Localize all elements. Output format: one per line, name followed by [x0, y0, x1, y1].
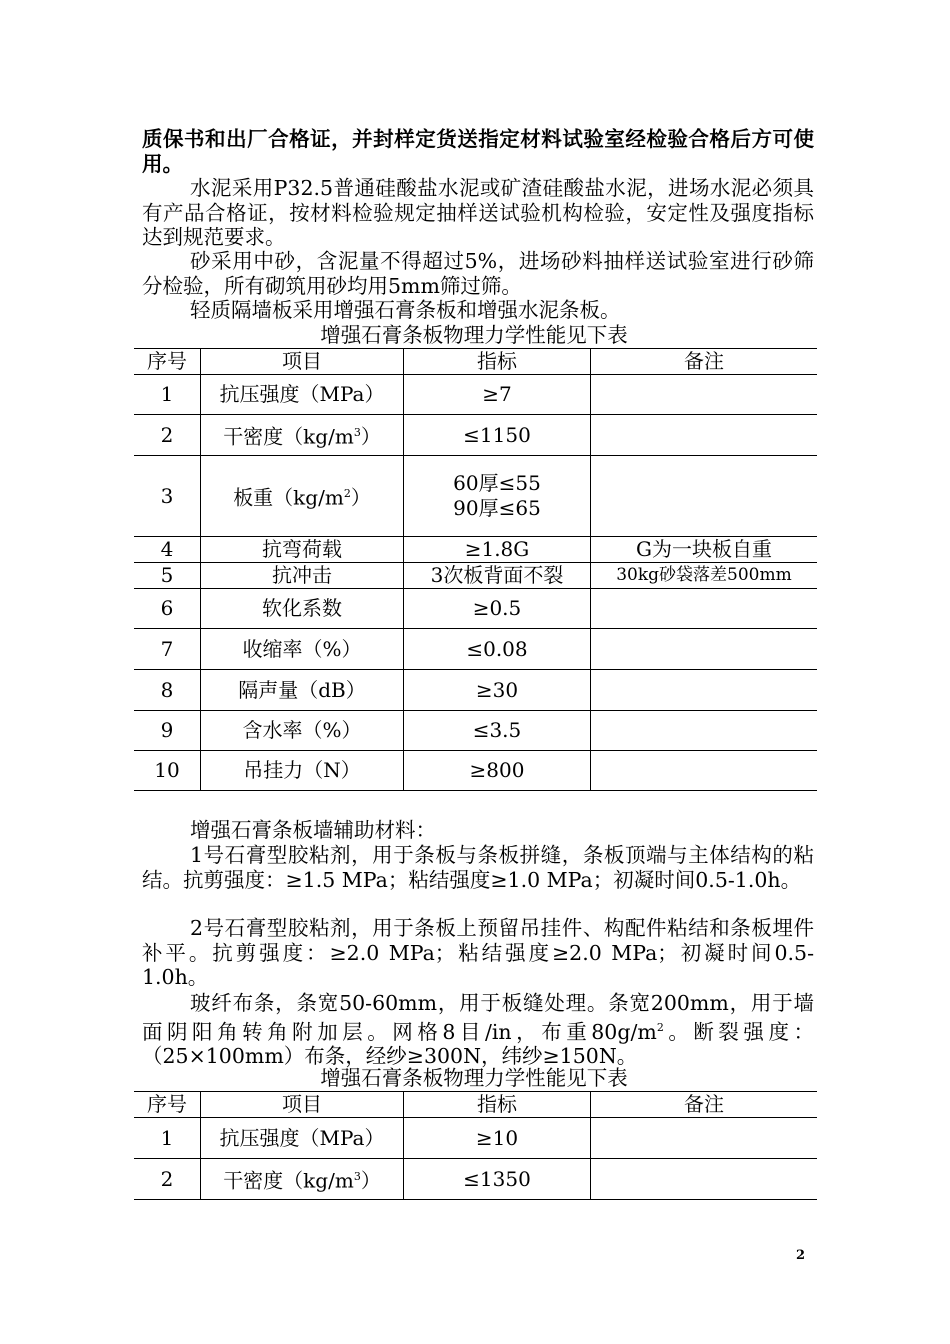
table1-header-note: 备注: [591, 349, 818, 375]
row-value: ≥7: [404, 375, 591, 415]
table-row: [134, 1118, 817, 1159]
row-number: 4: [134, 537, 201, 563]
row-number: 9: [134, 711, 201, 751]
row-item: [201, 456, 404, 537]
row-item-end: ）: [360, 1168, 381, 1193]
row-item-text: 抗弯荷载: [262, 537, 342, 561]
row-item: [201, 751, 404, 791]
row-note: 30kg砂袋落差500mm: [591, 563, 818, 589]
row-note: [591, 629, 818, 670]
row-note: [591, 711, 818, 751]
row-note: [591, 751, 818, 791]
table-row: [134, 670, 817, 711]
row-item: [201, 1118, 404, 1159]
table2-header-note: 备注: [591, 1092, 818, 1118]
table-row: [134, 751, 817, 791]
fiberglass-text-a: 玻纤布条，条宽50-60mm，用于板缝处理。条宽200mm，用于墙面阴阳角转角附加层。网格8目/in，布重80g/m: [142, 991, 814, 1044]
row-item-sup: 2: [343, 487, 351, 501]
row-note: [591, 589, 818, 629]
table-row: [134, 711, 817, 751]
row-item: [201, 415, 404, 456]
row-note: G为一块板自重: [591, 537, 818, 563]
row-item-text: 吊挂力（N）: [243, 758, 361, 782]
row-value: ≥30: [404, 670, 591, 711]
row-number: 8: [134, 670, 201, 711]
table-row: [134, 456, 817, 537]
paragraph-adhesive-1: 1号石膏型胶粘剂，用于条板与条板拼缝，条板顶端与主体结构的粘结。抗剪强度：≥1.5 MPa；粘结强度≥1.0 MPa；初凝时间0.5-1.0h。: [142, 843, 814, 892]
table2: [134, 1091, 817, 1200]
table2-body: [134, 1092, 817, 1200]
row-note: [591, 1159, 818, 1200]
paragraph-cement: 水泥采用P32.5普通硅酸盐水泥或矿渣硅酸盐水泥，进场水泥必须具有产品合格证，按材料检验规定抽样送试验机构检验，安定性及强度指标达到规范要求。: [142, 176, 814, 249]
table-row: [134, 629, 817, 670]
row-value: ≥10: [404, 1118, 591, 1159]
paragraph-sand: 砂采用中砂，含泥量不得超过5%，进场砂料抽样送试验室进行砂筛分检验，所有砌筑用砂均用5mm筛过筛。: [142, 249, 814, 298]
row-item: [201, 563, 404, 589]
row-item: [201, 375, 404, 415]
row-number: 2: [134, 1159, 201, 1200]
row-value: [404, 456, 591, 537]
table-row: [134, 1159, 817, 1200]
row-note: [591, 670, 818, 711]
row-item-text: 软化系数: [262, 596, 342, 620]
table1-header-row: [134, 349, 817, 375]
row-item: [201, 670, 404, 711]
row-number: 3: [134, 456, 201, 537]
row-value: ≥1.8G: [404, 537, 591, 563]
row-item-text: 干密度（kg/m: [223, 424, 354, 449]
row-item-sup: 3: [353, 426, 361, 440]
row-item-end: ）: [350, 485, 371, 510]
table2-header-value: 指标: [404, 1092, 591, 1118]
row-item-end: ）: [360, 424, 381, 449]
row-note: [591, 415, 818, 456]
table2-header-no: 序号: [134, 1092, 201, 1118]
table2-header-row: [134, 1092, 817, 1118]
table-row: [134, 563, 817, 589]
row-item: [201, 537, 404, 563]
table-row: [134, 415, 817, 456]
table-row: [134, 589, 817, 629]
table1: [134, 348, 817, 791]
table1-header-item: 项目: [201, 349, 404, 375]
row-number: 5: [134, 563, 201, 589]
row-value: ≥800: [404, 751, 591, 791]
table2-caption: 增强石膏条板物理力学性能见下表: [320, 1066, 628, 1090]
paragraph-adhesive-2: 2号石膏型胶粘剂，用于条板上预留吊挂件、构配件粘结和条板埋件补平。抗剪强度：≥2.0 MPa；粘结强度≥2.0 MPa；初凝时间0.5-1.0h。: [142, 916, 814, 989]
row-value-line2: 90厚≤65: [453, 496, 541, 520]
row-note: [591, 375, 818, 415]
row-value: ≤3.5: [404, 711, 591, 751]
row-number: 1: [134, 375, 201, 415]
row-value: ≤0.08: [404, 629, 591, 670]
row-item: [201, 629, 404, 670]
row-number: 10: [134, 751, 201, 791]
paragraph-partition-board: 轻质隔墙板采用增强石膏条板和增强水泥条板。: [190, 298, 621, 322]
row-value: ≤1150: [404, 415, 591, 456]
table1-header-value: 指标: [404, 349, 591, 375]
table2-header-item: 项目: [201, 1092, 404, 1118]
row-item-text: 抗压强度（MPa）: [219, 382, 385, 406]
table-row: [134, 537, 817, 563]
row-item-text: 含水率（%）: [242, 718, 362, 742]
paragraph-auxiliary-materials: 增强石膏条板墙辅助材料：: [190, 818, 436, 842]
page-number: 2: [796, 1248, 806, 1263]
row-item-text: 抗冲击: [272, 563, 332, 587]
row-value: ≥0.5: [404, 589, 591, 629]
paragraph-warranty: 质保书和出厂合格证，并封样定货送指定材料试验室经检验合格后方可使用。: [142, 127, 814, 176]
fiberglass-text-b: 。断裂强度：（25×100mm）布条，经纱≥300N，纬纱≥150N。: [142, 1019, 814, 1068]
row-item-sup: 3: [353, 1170, 361, 1184]
row-number: 7: [134, 629, 201, 670]
row-number: 6: [134, 589, 201, 629]
row-note: [591, 456, 818, 537]
table1-body: [134, 349, 817, 791]
row-item: [201, 1159, 404, 1200]
row-value: 3次板背面不裂: [404, 563, 591, 589]
row-note: [591, 1118, 818, 1159]
row-value: ≤1350: [404, 1159, 591, 1200]
fiberglass-sup: 2: [656, 1020, 664, 1034]
paragraph-fiberglass: [142, 991, 814, 1068]
table1-caption: 增强石膏条板物理力学性能见下表: [320, 323, 628, 347]
row-value-line1: 60厚≤55: [453, 471, 541, 495]
row-item: [201, 711, 404, 751]
row-item-text: 收缩率（%）: [242, 636, 362, 661]
row-item-text: 板重（kg/m: [233, 485, 344, 510]
row-number: 2: [134, 415, 201, 456]
row-item-text: 隔声量（dB）: [238, 677, 366, 702]
row-item: [201, 589, 404, 629]
row-item-text: 抗压强度（MPa）: [219, 1125, 385, 1150]
table1-header-no: 序号: [134, 349, 201, 375]
row-item-text: 干密度（kg/m: [223, 1168, 354, 1193]
row-number: 1: [134, 1118, 201, 1159]
table-row: [134, 375, 817, 415]
